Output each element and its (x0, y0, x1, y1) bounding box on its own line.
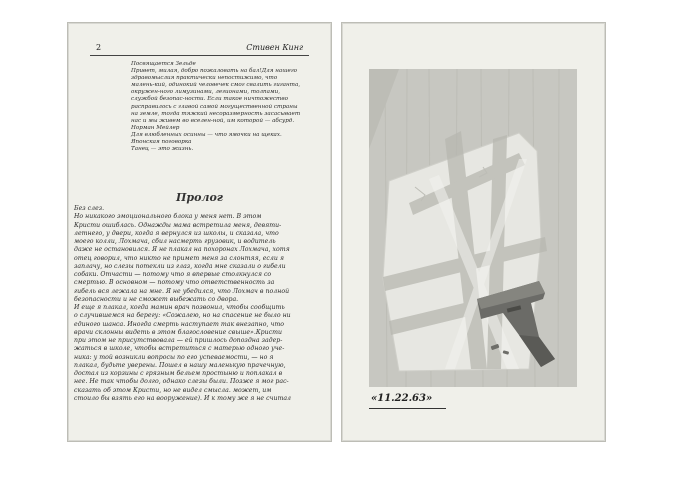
body-line: гибель вся лежала на мне. Я не убедился, что Лохмач в полной (74, 287, 290, 295)
running-header (90, 43, 309, 56)
body-line: заплачу, но слезы потекли из глаз, когда мне сказали о гибели (74, 262, 286, 270)
body-line: жаться в школе, чтобы встретиться с матерью одного уче- (74, 345, 285, 353)
page-number: 2 (96, 43, 102, 52)
body-line: Без слез. (74, 205, 105, 212)
epigraph-line: Норман Мейлер (131, 124, 180, 131)
epigraph-line: Танец — это жизнь. (131, 146, 194, 153)
body-line: моего колли, Лохмача, сбил насмерть грузовик, и водитель (74, 238, 276, 245)
epigraph-line: Привет, милая, добро пожаловать на бал!Для нашего здравомыслия практически непостижимо, что малень-кий, одинокий человечек смог свалить гиганта, окружен-ного лимузинами, легионами, толпами, службой безопас-ности. Если такое ничтожество расправилось с главой самой могущественной страны на земле, тогда тяжкий несоразмерность засасывает нас и мы живем во вселен-ной, им которой — абсурд. (131, 68, 301, 124)
body-line: врачи склонны видеть в этом благословение свыше».Кристи (74, 328, 283, 336)
body-line: Кристи ошиблась. Однажды мама встретила меня, девяти- (74, 221, 282, 229)
body-line: летнего, у двери, когда я вернулся из школы, и сказала, что (74, 229, 279, 237)
body-text (74, 205, 328, 403)
body-line: И еще я плакал, когда мамин врач позвонил, чтобы сообщить (74, 304, 285, 311)
body-line: достал из корзины с грязным бельем простыню и поплакал в (74, 370, 283, 377)
left-page (67, 22, 332, 442)
body-line: Но никакого эмоционального блока у меня нет. В этом (74, 213, 262, 221)
caption-underline (369, 408, 446, 409)
body-line: нее. Не так чтобы долго, однако слезы были. Позже я мог рас- (74, 378, 289, 386)
body-line: даже не остановился. Я не плакал на похоронах Лохмача, хотя (74, 246, 290, 254)
right-page (341, 22, 606, 442)
body-line: собаки. Отчасти — потому что я впервые столкнулся со (74, 271, 272, 278)
running-author: Стивен Кинг (246, 43, 303, 52)
body-line: о случившемся на берегу: «Сожалею, но на спасение не было ни (74, 312, 291, 320)
epigraph-line: Посвящается Зельде (131, 61, 196, 67)
epigraph-line: Японская поговорка (131, 139, 192, 146)
body-line: стоило бы взять его на вооружение). И к тому же я не считал (74, 394, 292, 402)
body-line: сказать об этом Кристи, но не видел смысла. может, им (74, 386, 272, 394)
chapter-title: Пролог (176, 191, 223, 204)
body-line: смертью. В основном — потому что ответственность за (74, 279, 275, 287)
body-line: единого шанса. Иногда смерть наступает так внезапно, что (74, 320, 284, 328)
body-line: безопасности и не сможет выбежать со двора. (74, 295, 239, 303)
cover-illustration (369, 69, 577, 387)
illustration-svg (369, 69, 577, 387)
body-line: отец говорил, что никто не примет меня за слонтяя, если я (74, 254, 284, 262)
epigraph-line: Для влюбленных осинны — что ямочки на щеках. (131, 131, 282, 138)
epigraph (131, 61, 301, 153)
body-line: плакал, будьте уверены. Пошел в нашу маленькую прачечную, (74, 361, 286, 369)
body-line: при этом не присутствовала — ей пришлось допоздна задер- (74, 337, 283, 344)
book-caption: «11.22.63» (371, 393, 433, 404)
body-line: ника: у той возникли вопросы по его успеваемости, — но я (74, 353, 274, 361)
